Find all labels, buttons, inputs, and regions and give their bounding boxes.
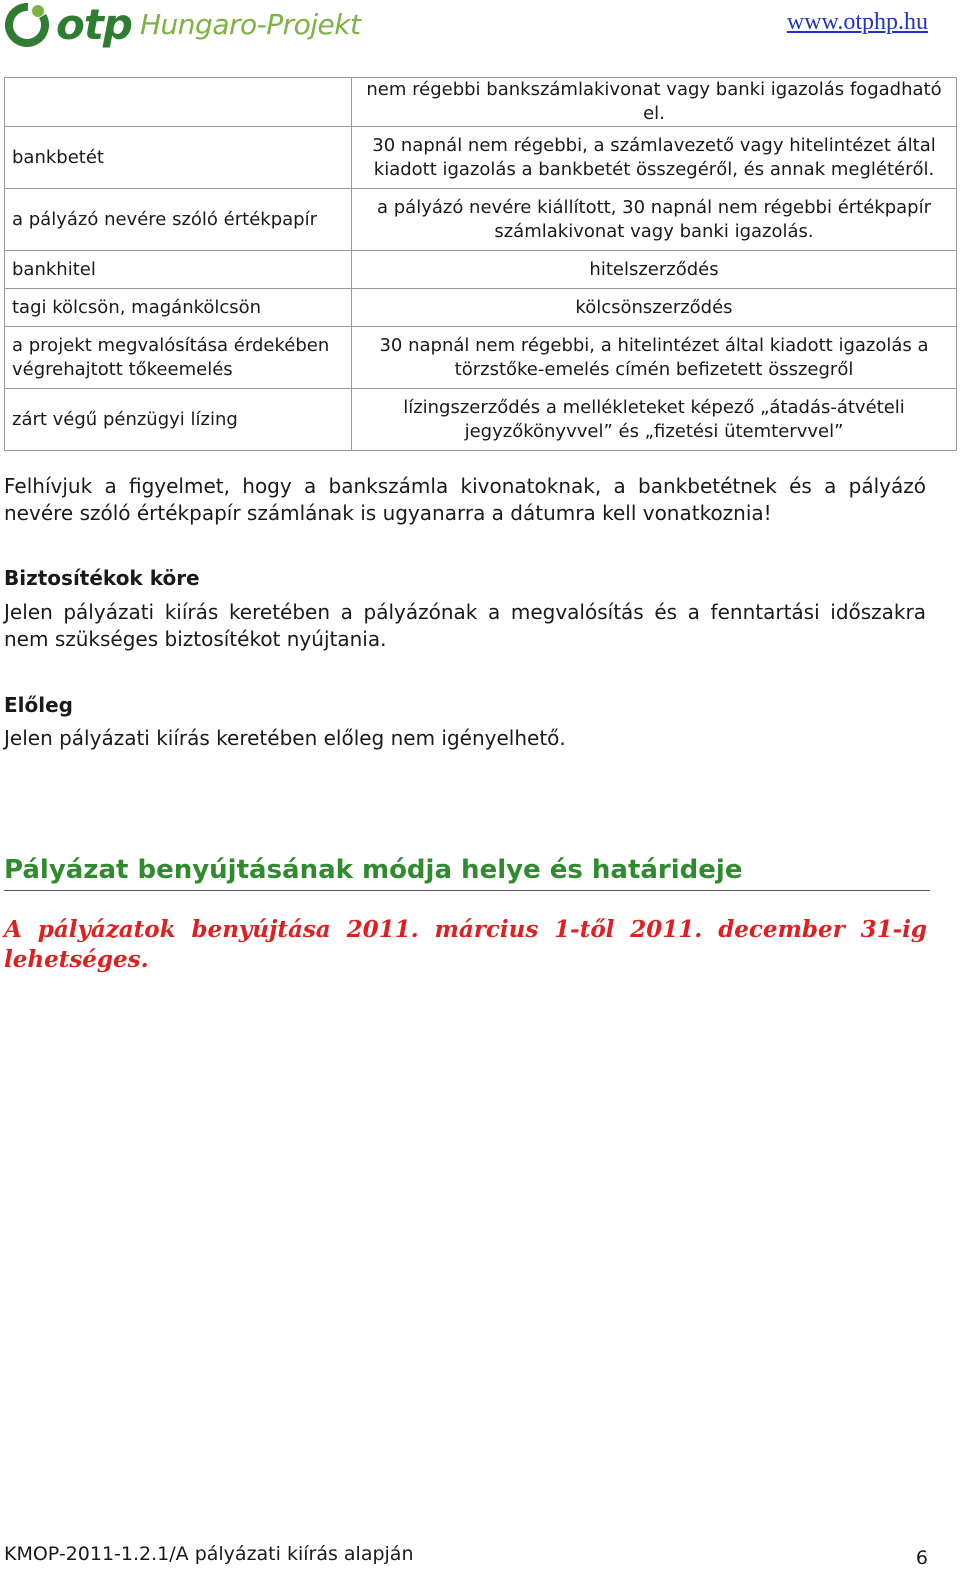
footer-document-id: KMOP-2011-1.2.1/A pályázati kiírás alapján: [4, 1543, 414, 1565]
table-row: [5, 389, 957, 451]
table-cell-type: a pályázó nevére szóló értékpapír: [5, 189, 352, 251]
advance-heading: Előleg: [4, 693, 73, 717]
document-requirements-table: [4, 77, 957, 451]
website-link[interactable]: www.otphp.hu: [786, 9, 928, 35]
logo-hungaro-projekt-text: Hungaro-Projekt: [140, 8, 361, 41]
table-cell-document: 30 napnál nem régebbi, a hitelintézet által kiadott igazolás a törzstőke-emelés címén befizetett összegről: [352, 327, 957, 389]
table-cell-document: 30 napnál nem régebbi, a számlavezető vagy hitelintézet által kiadott igazolás a bankbetét összegéről, és annak meglétéről.: [352, 127, 957, 189]
table-row: [5, 289, 957, 327]
security-paragraph: Jelen pályázati kiírás keretében a pályázónak a megvalósítás és a fenntartási időszakra nem szükséges biztosítékot nyújtania.: [4, 600, 926, 651]
table-row: [5, 189, 957, 251]
logo-otp-text: otp: [56, 0, 132, 49]
table-cell-type: zárt végű pénzügyi lízing: [5, 389, 352, 451]
submission-section-title: Pályázat benyújtásának módja helye és határideje: [4, 852, 930, 891]
security-heading: Biztosítékok köre: [4, 566, 200, 590]
table-cell-type: a projekt megvalósítása érdekében végrehajtott tőkeemelés: [5, 327, 352, 389]
table-cell-type: bankbetét: [5, 127, 352, 189]
date-notice-paragraph: Felhívjuk a figyelmet, hogy a bankszámla kivonatoknak, a bankbetétnek és a pályázó nevére szóló értékpapír számlának is ugyanarra a dátumra kell vonatkoznia!: [4, 474, 926, 525]
table-cell-type: tagi kölcsön, magánkölcsön: [5, 289, 352, 327]
table-row: [5, 78, 957, 127]
table-cell-document: kölcsönszerződés: [352, 289, 957, 327]
table-row: [5, 127, 957, 189]
otp-logo: [4, 2, 360, 48]
table-row: [5, 327, 957, 389]
table-cell-document: nem régebbi bankszámlakivonat vagy banki igazolás fogadható el.: [352, 78, 957, 127]
table-row: [5, 251, 957, 289]
table-cell-type: [5, 78, 352, 127]
table-cell-document: lízingszerződés a mellékleteket képező „átadás-átvételi jegyzőkönyvvel” és „fizetési ütemtervvel”: [352, 389, 957, 451]
table-cell-document: a pályázó nevére kiállított, 30 napnál nem régebbi értékpapír számlakivonat vagy banki igazolás.: [352, 189, 957, 251]
page-header: [0, 0, 960, 50]
advance-paragraph: Jelen pályázati kiírás keretében előleg nem igényelhető.: [4, 726, 566, 750]
submission-deadline: A pályázatok benyújtása 2011. március 1-től 2011. december 31-ig lehetséges.: [4, 916, 927, 973]
otp-logo-icon: [4, 2, 50, 48]
table-cell-document: hitelszerződés: [352, 251, 957, 289]
page-number: 6: [915, 1547, 928, 1569]
table-cell-type: bankhitel: [5, 251, 352, 289]
